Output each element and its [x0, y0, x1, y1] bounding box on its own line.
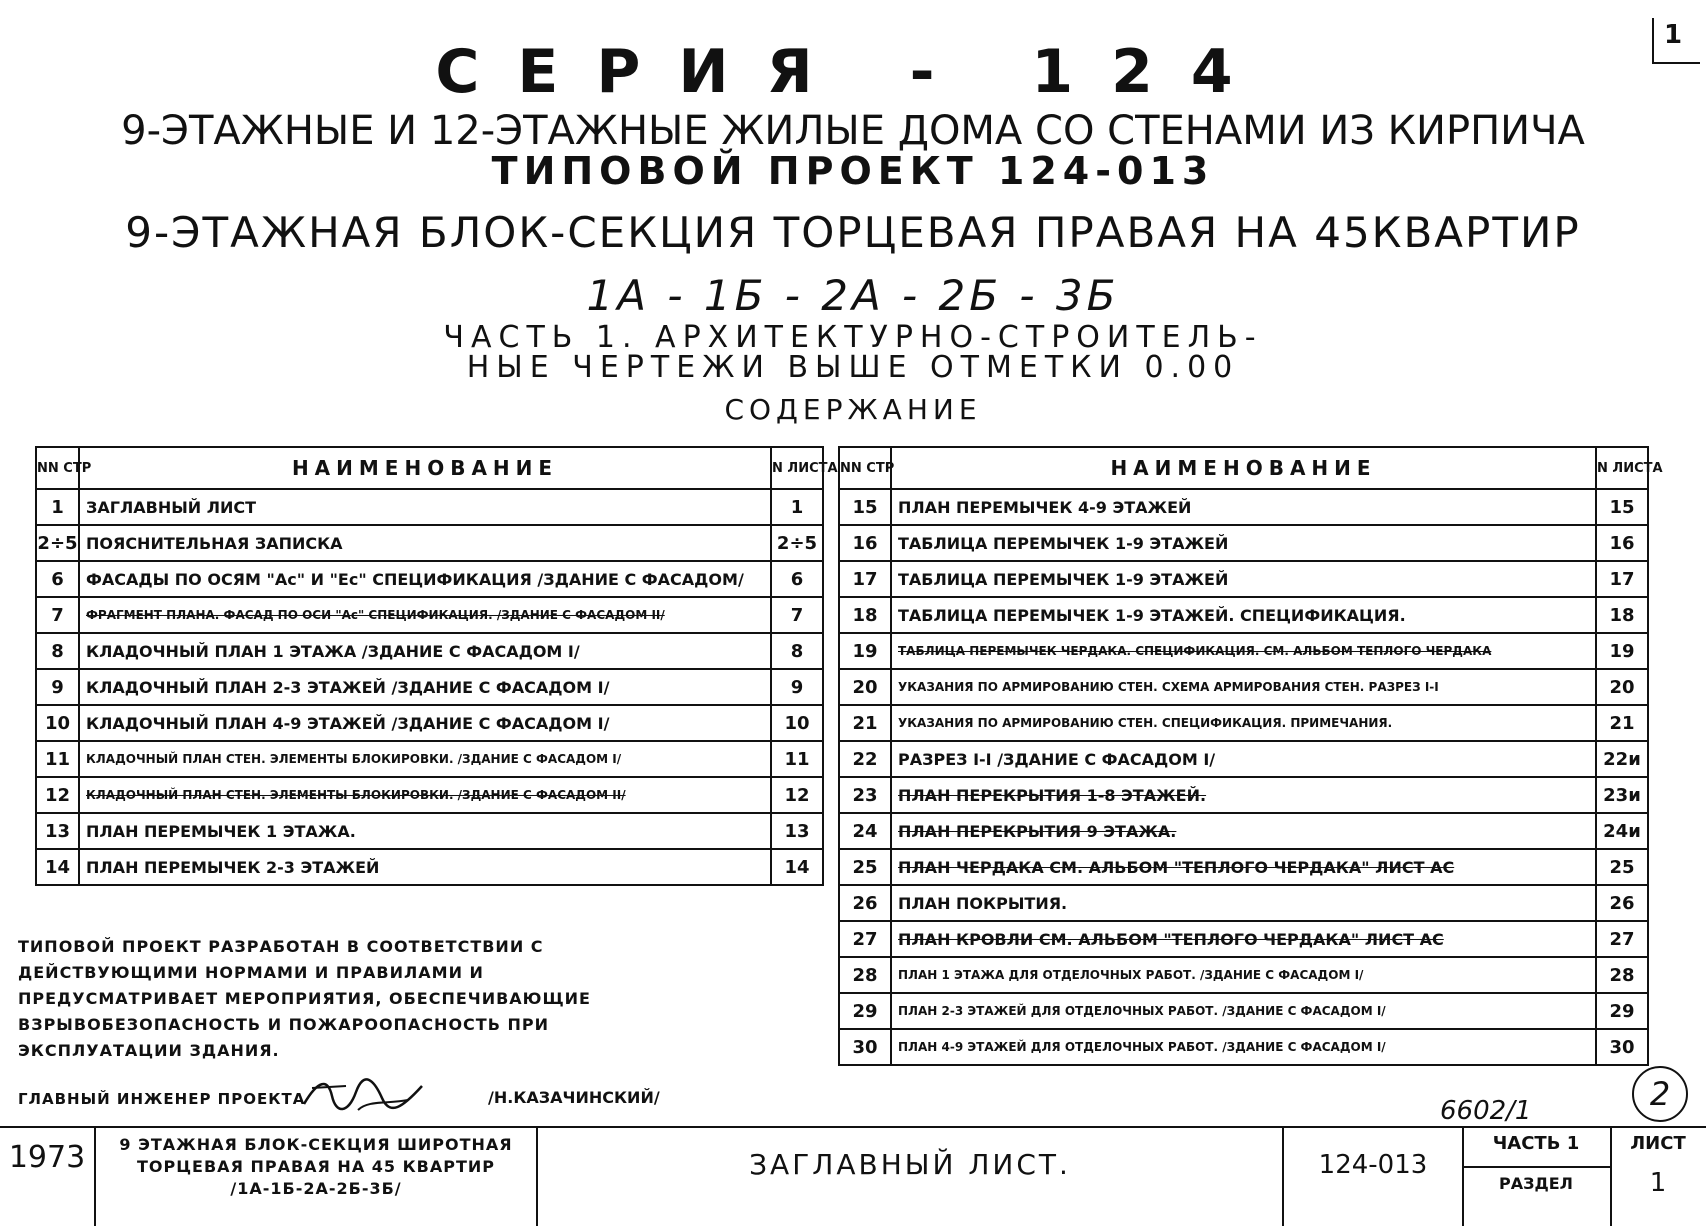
row-sheet: 30 [1596, 1029, 1648, 1065]
row-name: ЗАГЛАВНЫЙ ЛИСТ [79, 489, 771, 525]
row-name: ФРАГМЕНТ ПЛАНА. ФАСАД ПО ОСИ "Ас" СПЕЦИФИКАЦИЯ. /ЗДАНИЕ С ФАСАДОМ II/ [79, 597, 771, 633]
row-name: КЛАДОЧНЫЙ ПЛАН СТЕН. ЭЛЕМЕНТЫ БЛОКИРОВКИ. /ЗДАНИЕ С ФАСАДОМ II/ [79, 777, 771, 813]
row-name: ТАБЛИЦА ПЕРЕМЫЧЕК 1-9 ЭТАЖЕЙ [891, 525, 1596, 561]
row-num: 28 [839, 957, 891, 993]
row-num: 8 [36, 633, 79, 669]
table-row [36, 777, 823, 813]
table-row [839, 489, 1648, 525]
table-row [36, 597, 823, 633]
row-name: ТАБЛИЦА ПЕРЕМЫЧЕК ЧЕРДАКА. СПЕЦИФИКАЦИЯ. СМ. АЛЬБОМ ТЕПЛОГО ЧЕРДАКА [891, 633, 1596, 669]
header-num: NN СТР [839, 447, 891, 489]
header-num: NN СТР [36, 447, 79, 489]
table-row [839, 921, 1648, 957]
table-header-row [36, 447, 823, 489]
row-sheet: 16 [1596, 525, 1648, 561]
row-sheet: 2÷5 [771, 525, 823, 561]
row-name: КЛАДОЧНЫЙ ПЛАН СТЕН. ЭЛЕМЕНТЫ БЛОКИРОВКИ. /ЗДАНИЕ С ФАСАДОМ I/ [79, 741, 771, 777]
table-header-row [839, 447, 1648, 489]
row-name: ПЛАН 2-3 ЭТАЖЕЙ ДЛЯ ОТДЕЛОЧНЫХ РАБОТ. /ЗДАНИЕ С ФАСАДОМ I/ [891, 993, 1596, 1029]
row-num: 6 [36, 561, 79, 597]
row-sheet: 11 [771, 741, 823, 777]
row-sheet: 29 [1596, 993, 1648, 1029]
row-name: ПЛАН ПЕРЕКРЫТИЯ 1-8 ЭТАЖЕЙ. [891, 777, 1596, 813]
stamp-sheet-number: 1 [1649, 1168, 1667, 1198]
row-sheet: 17 [1596, 561, 1648, 597]
stamp-divider [536, 1126, 538, 1226]
row-sheet: 6 [771, 561, 823, 597]
row-num: 13 [36, 813, 79, 849]
row-name: КЛАДОЧНЫЙ ПЛАН 1 ЭТАЖА /ЗДАНИЕ С ФАСАДОМ I/ [79, 633, 771, 669]
table-row [839, 993, 1648, 1029]
row-name: ПЛАН ПЕРЕМЫЧЕК 4-9 ЭТАЖЕЙ [891, 489, 1596, 525]
stamp-part: ЧАСТЬ 1 [1492, 1133, 1580, 1154]
table-row [839, 705, 1648, 741]
row-sheet: 23и [1596, 777, 1648, 813]
header-name: НАИМЕНОВАНИЕ [79, 447, 771, 489]
row-sheet: 26 [1596, 885, 1648, 921]
stamp-sheet-title: ЗАГЛАВНЫЙ ЛИСТ. [749, 1148, 1071, 1181]
row-num: 15 [839, 489, 891, 525]
apartment-codes: 1А - 1Б - 2А - 2Б - 3Б [586, 271, 1120, 320]
row-num: 26 [839, 885, 891, 921]
chief-engineer-name: /Н.КАЗАЧИНСКИЙ/ [488, 1088, 660, 1107]
row-sheet: 1 [771, 489, 823, 525]
row-num: 11 [36, 741, 79, 777]
row-sheet: 13 [771, 813, 823, 849]
table-row [36, 633, 823, 669]
table-row [839, 633, 1648, 669]
stamp-section: РАЗДЕЛ [1499, 1174, 1573, 1193]
project-note: ТИПОВОЙ ПРОЕКТ РАЗРАБОТАН В СООТВЕТСТВИИ С ДЕЙСТВУЮЩИМИ НОРМАМИ И ПРАВИЛАМИ И ПРЕДУСМАТРИВАЕТ МЕРОПРИЯТИЯ, ОБЕСПЕЧИВАЮЩИЕ ВЗРЫВОБЕЗОПАСНОСТЬ И ПОЖАРООПАСНОСТЬ ПРИ ЭКСПЛУАТАЦИИ ЗДАНИЯ. [18, 937, 591, 1060]
row-name: ПЛАН ПОКРЫТИЯ. [891, 885, 1596, 921]
header-name: НАИМЕНОВАНИЕ [891, 447, 1596, 489]
row-name: ТАБЛИЦА ПЕРЕМЫЧЕК 1-9 ЭТАЖЕЙ [891, 561, 1596, 597]
series-subtitle: 9-ЭТАЖНЫЕ И 12-ЭТАЖНЫЕ ЖИЛЫЕ ДОМА СО СТЕНАМИ ИЗ КИРПИЧА [121, 108, 1585, 154]
document-code: 6602/1 [1440, 1096, 1532, 1126]
row-num: 20 [839, 669, 891, 705]
stamp-project-code: 124-013 [1318, 1150, 1428, 1180]
row-sheet: 22и [1596, 741, 1648, 777]
row-num: 16 [839, 525, 891, 561]
part-title-line2: НЫЕ ЧЕРТЕЖИ ВЫШЕ ОТМЕТКИ 0.00 [466, 350, 1240, 385]
row-num: 25 [839, 849, 891, 885]
project-title: ТИПОВОЙ ПРОЕКТ 124-013 [491, 149, 1215, 193]
table-row [839, 885, 1648, 921]
row-num: 12 [36, 777, 79, 813]
row-name: УКАЗАНИЯ ПО АРМИРОВАНИЮ СТЕН. СХЕМА АРМИРОВАНИЯ СТЕН. РАЗРЕЗ I-I [891, 669, 1596, 705]
stamp-top-line [0, 1126, 1706, 1128]
row-name: ПЛАН ПЕРЕМЫЧЕК 1 ЭТАЖА. [79, 813, 771, 849]
table-row [36, 813, 823, 849]
row-num: 14 [36, 849, 79, 885]
table-row [36, 525, 823, 561]
table-row [839, 849, 1648, 885]
row-num: 30 [839, 1029, 891, 1065]
series-title: СЕРИЯ - 124 [435, 37, 1271, 107]
row-num: 9 [36, 669, 79, 705]
row-num: 19 [839, 633, 891, 669]
row-name: ПЛАН 4-9 ЭТАЖЕЙ ДЛЯ ОТДЕЛОЧНЫХ РАБОТ. /ЗДАНИЕ С ФАСАДОМ I/ [891, 1029, 1596, 1065]
row-sheet: 25 [1596, 849, 1648, 885]
table-row [36, 849, 823, 885]
row-name: ФАСАДЫ ПО ОСЯМ "Ас" И "Ес" СПЕЦИФИКАЦИЯ /ЗДАНИЕ С ФАСАДОМ/ [79, 561, 771, 597]
row-sheet: 10 [771, 705, 823, 741]
contents-table-right [838, 446, 1663, 1066]
row-name: ПОЯСНИТЕЛЬНАЯ ЗАПИСКА [79, 525, 771, 561]
row-name: ПЛАН ПЕРЕКРЫТИЯ 9 ЭТАЖА. [891, 813, 1596, 849]
row-sheet: 18 [1596, 597, 1648, 633]
table-row [36, 741, 823, 777]
row-num: 17 [839, 561, 891, 597]
table-row [839, 777, 1648, 813]
row-num: 27 [839, 921, 891, 957]
row-num: 21 [839, 705, 891, 741]
row-sheet: 21 [1596, 705, 1648, 741]
table-row [36, 561, 823, 597]
row-sheet: 28 [1596, 957, 1648, 993]
row-num: 24 [839, 813, 891, 849]
row-name: ТАБЛИЦА ПЕРЕМЫЧЕК 1-9 ЭТАЖЕЙ. СПЕЦИФИКАЦИЯ. [891, 597, 1596, 633]
row-sheet: 12 [771, 777, 823, 813]
table-row [839, 525, 1648, 561]
row-num: 18 [839, 597, 891, 633]
contents-heading: СОДЕРЖАНИЕ [724, 393, 982, 426]
header-sheet: N ЛИСТА [771, 447, 823, 489]
table-row [839, 813, 1648, 849]
stamp-year: 1973 [8, 1140, 86, 1175]
block-section-title: 9-ЭТАЖНАЯ БЛОК-СЕКЦИЯ ТОРЦЕВАЯ ПРАВАЯ НА 45КВАРТИР [125, 208, 1581, 257]
table-row [839, 1029, 1648, 1065]
row-sheet: 14 [771, 849, 823, 885]
stamp-description: 9 ЭТАЖНАЯ БЛОК-СЕКЦИЯ ШИРОТНАЯ ТОРЦЕВАЯ ПРАВАЯ НА 45 КВАРТИР /1А-1Б-2А-2Б-3Б/ [119, 1135, 513, 1198]
row-name: УКАЗАНИЯ ПО АРМИРОВАНИЮ СТЕН. СПЕЦИФИКАЦИЯ. ПРИМЕЧАНИЯ. [891, 705, 1596, 741]
row-num: 1 [36, 489, 79, 525]
signature-icon [298, 1070, 428, 1120]
row-sheet: 24и [1596, 813, 1648, 849]
row-name: ПЛАН 1 ЭТАЖА ДЛЯ ОТДЕЛОЧНЫХ РАБОТ. /ЗДАНИЕ С ФАСАДОМ I/ [891, 957, 1596, 993]
row-num: 10 [36, 705, 79, 741]
row-name: ПЛАН ЧЕРДАКА СМ. АЛЬБОМ "ТЕПЛОГО ЧЕРДАКА" ЛИСТ АС [891, 849, 1596, 885]
header-sheet: N ЛИСТА [1596, 447, 1648, 489]
table-row [839, 741, 1648, 777]
row-sheet: 27 [1596, 921, 1648, 957]
circled-number: 2 [1632, 1066, 1688, 1122]
chief-engineer-label: ГЛАВНЫЙ ИНЖЕНЕР ПРОЕКТА [18, 1090, 306, 1108]
part-title-line1: ЧАСТЬ 1. АРХИТЕКТУРНО-СТРОИТЕЛЬ- [443, 320, 1263, 355]
table-row [36, 705, 823, 741]
table-row [839, 597, 1648, 633]
contents-table-left [35, 446, 838, 886]
table-row [839, 561, 1648, 597]
row-name: КЛАДОЧНЫЙ ПЛАН 2-3 ЭТАЖЕЙ /ЗДАНИЕ С ФАСАДОМ I/ [79, 669, 771, 705]
row-num: 23 [839, 777, 891, 813]
row-sheet: 8 [771, 633, 823, 669]
row-sheet: 20 [1596, 669, 1648, 705]
stamp-sheet-label: ЛИСТ [1630, 1133, 1686, 1154]
row-num: 7 [36, 597, 79, 633]
row-sheet: 19 [1596, 633, 1648, 669]
table-row [36, 489, 823, 525]
row-num: 29 [839, 993, 891, 1029]
table-row [36, 669, 823, 705]
row-num: 2÷5 [36, 525, 79, 561]
corner-number: 1 [1664, 20, 1683, 50]
table-row [839, 669, 1648, 705]
row-name: ПЛАН ПЕРЕМЫЧЕК 2-3 ЭТАЖЕЙ [79, 849, 771, 885]
table-row [839, 957, 1648, 993]
row-sheet: 7 [771, 597, 823, 633]
row-name: РАЗРЕЗ I-I /ЗДАНИЕ С ФАСАДОМ I/ [891, 741, 1596, 777]
row-sheet: 9 [771, 669, 823, 705]
row-name: ПЛАН КРОВЛИ СМ. АЛЬБОМ "ТЕПЛОГО ЧЕРДАКА" ЛИСТ АС [891, 921, 1596, 957]
row-num: 22 [839, 741, 891, 777]
row-name: КЛАДОЧНЫЙ ПЛАН 4-9 ЭТАЖЕЙ /ЗДАНИЕ С ФАСАДОМ I/ [79, 705, 771, 741]
row-sheet: 15 [1596, 489, 1648, 525]
stamp-divider [1462, 1166, 1610, 1168]
